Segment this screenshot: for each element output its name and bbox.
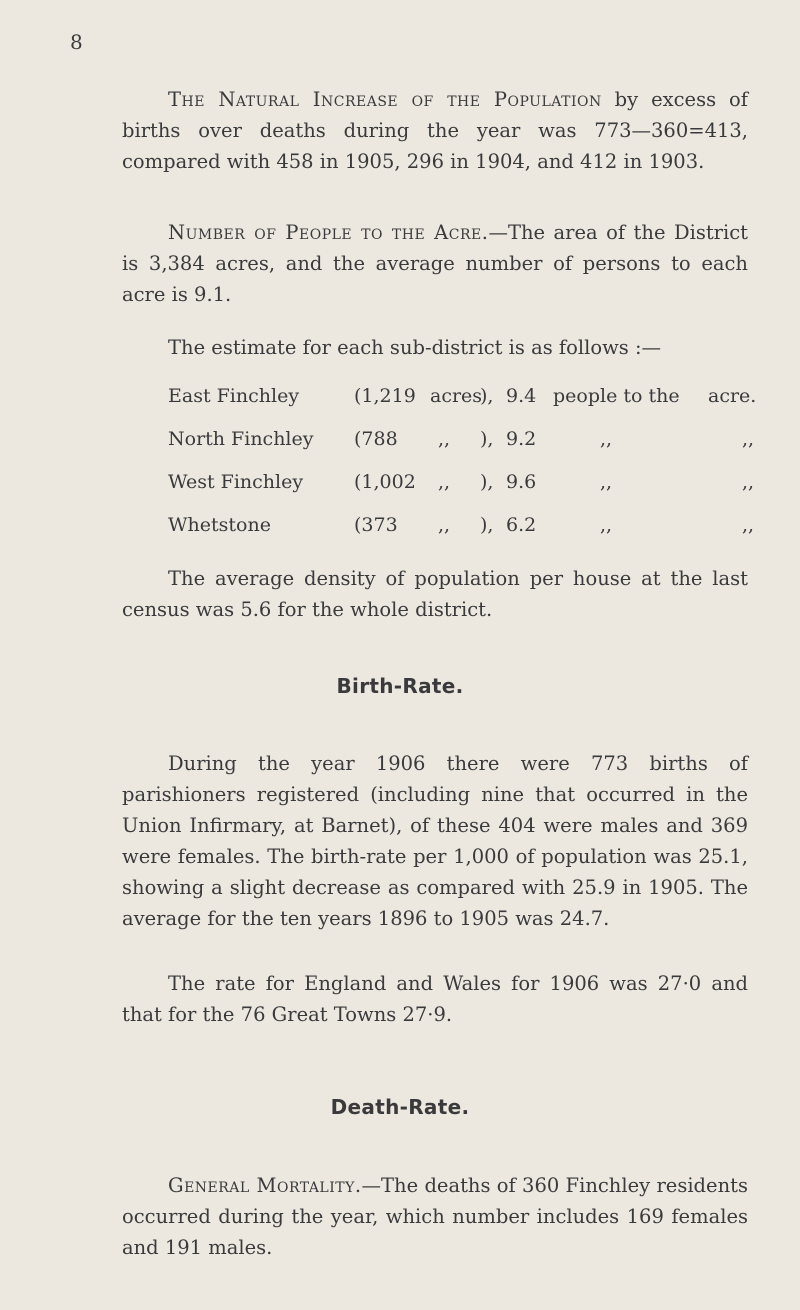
general-mortality-paragraph: [122, 1170, 748, 1263]
sub-district-rate: 9.6: [506, 471, 537, 493]
general-mortality-text: —The deaths of 360 Finchley residents occurred during the year, which number includes 169 females and 191 males.: [122, 1174, 748, 1259]
ditto-mark: ,,: [742, 471, 755, 493]
people-per-acre-paragraph: [122, 217, 748, 310]
sub-district-name: Whetstone: [168, 514, 271, 536]
house-density-paragraph: [122, 563, 748, 625]
estimate-row: [168, 471, 758, 514]
sub-district-acres: (788: [354, 428, 398, 450]
natural-increase-text: by excess of births over deaths during the year was 773—360=413, compared with 458 in 1905, 296 in 1904, and 412 in 1903.: [122, 88, 748, 173]
acre-label: acre.: [708, 385, 757, 407]
ditto-mark: ,,: [742, 514, 755, 536]
people-per-acre-heading: Number of People to the Acre.: [168, 221, 489, 244]
sub-district-acres: (373: [354, 514, 398, 536]
acres-word: acres: [430, 385, 483, 407]
birth-rate-heading: Birth-Rate.: [336, 674, 464, 698]
close-paren: ),: [480, 428, 494, 450]
natural-increase-paragraph: [122, 84, 748, 177]
estimate-intro: [122, 332, 748, 363]
people-label: people to the: [553, 385, 680, 407]
estimate-row: [168, 514, 758, 557]
general-mortality-heading: General Mortality.: [168, 1174, 362, 1197]
ditto-mark: ,,: [438, 428, 451, 450]
sub-district-rate: 6.2: [506, 514, 537, 536]
ditto-mark: ,,: [742, 428, 755, 450]
national-rate-text: The rate for England and Wales for 1906 was 27·0 and that for the 76 Great Towns 27·9.: [122, 972, 748, 1026]
ditto-mark: ,,: [600, 471, 613, 493]
sub-district-rate: 9.4: [506, 385, 537, 407]
natural-increase-heading: The Natural Increase of the Population: [168, 88, 602, 111]
sub-district-estimates: [168, 385, 758, 557]
estimate-row: [168, 428, 758, 471]
ditto-mark: ,,: [438, 514, 451, 536]
close-paren: ),: [480, 514, 494, 536]
sub-district-name: North Finchley: [168, 428, 314, 450]
sub-district-acres: (1,219: [354, 385, 416, 407]
sub-district-name: East Finchley: [168, 385, 300, 407]
people-per-acre-text: —The area of the District is 3,384 acres, and the average number of persons to each acre is 9.1.: [122, 221, 748, 306]
national-rate-paragraph: [122, 968, 748, 1030]
sub-district-name: West Finchley: [168, 471, 304, 493]
sub-district-rate: 9.2: [506, 428, 537, 450]
sub-district-acres: (1,002: [354, 471, 416, 493]
estimate-row: [168, 385, 758, 428]
birth-rate-text: During the year 1906 there were 773 births of parishioners registered (including nine that occurred in the Union Infirmary, at Barnet), of these 404 were males and 369 were females. The birth-rate per 1,000 of population was 25.1, showing a slight decrease as compared with 25.9 in 1905. The average for the ten years 1896 to 1905 was 24.7.: [122, 752, 748, 930]
death-rate-heading: Death-Rate.: [330, 1095, 470, 1119]
ditto-mark: ,,: [600, 428, 613, 450]
close-paren: ),: [480, 385, 494, 407]
close-paren: ),: [480, 471, 494, 493]
birth-rate-paragraph: [122, 748, 748, 934]
house-density-text: The average density of population per house at the last census was 5.6 for the whole district.: [122, 567, 748, 621]
ditto-mark: ,,: [438, 471, 451, 493]
estimate-intro-text: The estimate for each sub-district is as follows :—: [168, 336, 662, 359]
page-number: 8: [70, 30, 83, 54]
ditto-mark: ,,: [600, 514, 613, 536]
